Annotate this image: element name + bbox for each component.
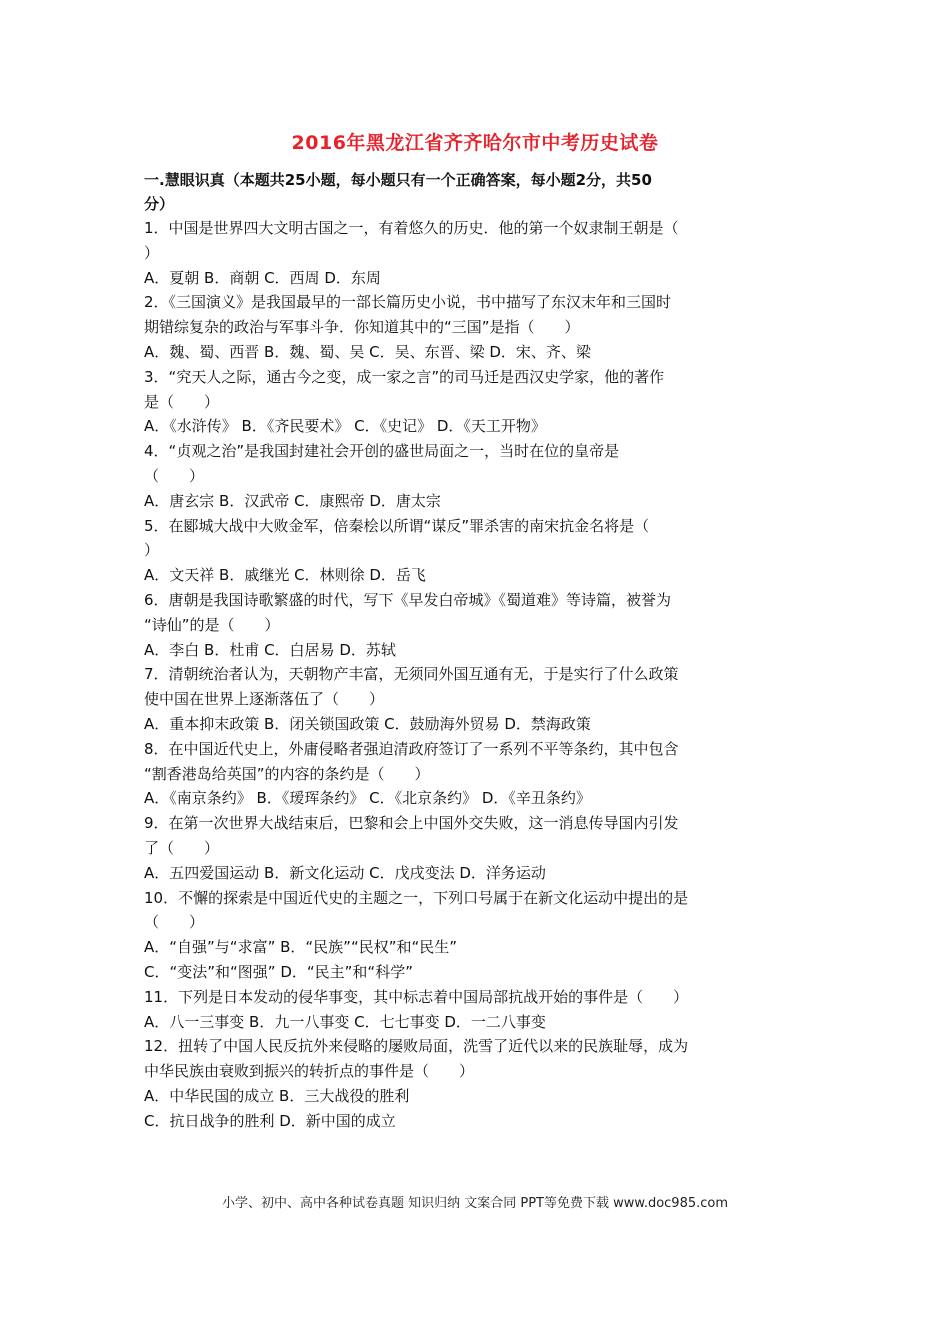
question-line: 期错综复杂的政治与军事斗争．你知道其中的“三国”是指（ ） (144, 318, 580, 337)
question-line: 2．《三国演义》是我国最早的一部长篇历史小说，书中描写了东汉末年和三国时 (144, 293, 672, 312)
answer-options-line: A．“自强”与“求富” B．“民族”“民权”和“民生” (144, 938, 458, 957)
answer-options-line: A．李白 B．杜甫 C．白居易 D．苏轼 (144, 640, 396, 659)
section-heading-continued: 分） (144, 195, 175, 213)
question-line: 1．中国是世界四大文明古国之一，有着悠久的历史．他的第一个奴隶制王朝是（ (144, 219, 679, 237)
answer-options-line: A．重本抑末政策 B．闭关锁国政策 C．鼓励海外贸易 D．禁海政策 (144, 714, 591, 733)
question-line: （ ） (144, 466, 205, 485)
answer-options-line: A．文天祥 B．戚继光 C．林则徐 D．岳飞 (144, 566, 426, 585)
answer-options-line: C．“变法”和“图强” D．“民主”和“科学” (144, 962, 413, 981)
question-line: ） (144, 243, 160, 262)
question-line: 3．“究天人之际，通古今之变，成一家之言”的司马迁是西汉史学家，他的著作 (144, 367, 665, 386)
answer-options-line: A．《南京条约》 B．《瑷珲条约》 C．《北京条约》 D．《辛丑条约》 (144, 789, 591, 808)
question-line: 9．在第一次世界大战结束后，巴黎和会上中国外交失败，这一消息传导国内引发 (144, 814, 679, 833)
section-heading: 一.慧眼识真（本题共25小题，每小题只有一个正确答案，每小题2分，共50 (144, 171, 652, 189)
question-line: 使中国在世界上逐渐落伍了（ ） (144, 690, 385, 709)
answer-options-line: A．中华民国的成立 B．三大战役的胜利 (144, 1086, 410, 1105)
exam-content (144, 168, 814, 1133)
answer-options-line: A．五四爱国运动 B．新文化运动 C．戊戌变法 D．洋务运动 (144, 863, 546, 882)
answer-options-line: A．《水浒传》 B．《齐民要术》 C．《史记》 D．《天工开物》 (144, 417, 546, 436)
question-line: 是（ ） (144, 392, 220, 411)
question-line: 4．“贞观之治”是我国封建社会开创的盛世局面之一，当时在位的皇帝是 (144, 442, 620, 461)
question-line: （ ） (144, 913, 205, 932)
question-line: 7．清朝统治者认为，天朝物产丰富，无须同外国互通有无，于是实行了什么政策 (144, 665, 679, 684)
footer-text: 小学、初中、高中各种试卷真题 知识归纳 文案合同 PPT等免费下载 www.doc985.com (221, 1196, 729, 1211)
question-line: 10．不懈的探索是中国近代史的主题之一，下列口号属于在新文化运动中提出的是 (144, 888, 689, 907)
answer-options-line: A．唐玄宗 B．汉武帝 C．康熙帝 D．唐太宗 (144, 491, 441, 510)
question-line: ） (144, 541, 160, 560)
question-line: “割香港岛给英国”的内容的条约是（ ） (144, 764, 430, 783)
exam-title: 2016年黑龙江省齐齐哈尔市中考历史试卷 (291, 132, 659, 154)
question-line: 8．在中国近代史上，外庸侵略者强迫清政府签订了一系列不平等条约，其中包含 (144, 739, 679, 758)
question-line: 11．下列是日本发动的侵华事变，其中标志着中国局部抗战开始的事件是（ ） (144, 987, 689, 1006)
question-line: 了（ ） (144, 838, 220, 857)
question-line: 中华民族由衰败到振兴的转折点的事件是（ ） (144, 1062, 475, 1081)
question-list (144, 216, 814, 1133)
question-line: “诗仙”的是（ ） (144, 615, 280, 634)
answer-options-line: C．抗日战争的胜利 D．新中国的成立 (144, 1111, 396, 1130)
answer-options-line: A．八一三事变 B．九一八事变 C．七七事变 D．一二八事变 (144, 1012, 546, 1031)
answer-options-line: A．魏、蜀、西晋 B．魏、蜀、吴 C．吴、东晋、梁 D．宋、齐、梁 (144, 342, 591, 361)
answer-options-line: A．夏朝 B．商朝 C．西周 D．东周 (144, 268, 381, 287)
question-line: 5．在郾城大战中大败金军，倍秦桧以所谓“谋反”罪杀害的南宋抗金名将是（ (144, 516, 650, 535)
question-line: 12．扭转了中国人民反抗外来侵略的屡败局面，洗雪了近代以来的民族耻辱，成为 (144, 1037, 689, 1056)
question-line: 6．唐朝是我国诗歌繁盛的时代，写下《早发白帝城》《蜀道难》等诗篇，被誉为 (144, 590, 672, 609)
